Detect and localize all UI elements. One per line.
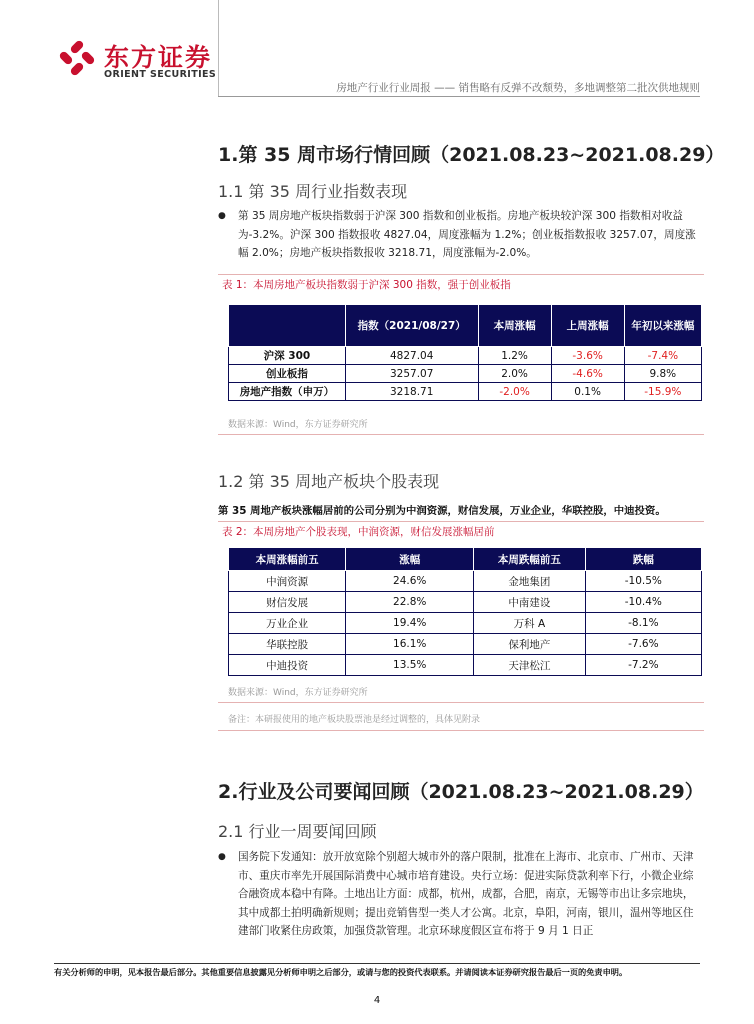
table-row (229, 571, 702, 592)
table1-source: 数据来源：Wind，东方证券研究所 (228, 420, 368, 430)
table-row (229, 383, 702, 401)
down-name: 万科 A (474, 613, 586, 634)
index-table (228, 304, 702, 401)
table1-caption: 表 1：本周房地产板块指数弱于沪深 300 指数，强于创业板指 (218, 274, 704, 294)
row-week: -2.0% (478, 383, 551, 401)
row-ytd: 9.8% (624, 365, 701, 383)
down-pct: -10.4% (585, 592, 701, 613)
row-index: 3257.07 (345, 365, 478, 383)
footer-disclaimer: 有关分析师的申明，见本报告最后部分。其他重要信息披露见分析师申明之后部分，或请与您的投资代表联系。并请阅读本证券研究报告最后一页的免责申明。 (54, 967, 628, 977)
brand-name-cn: 东方证券 (104, 43, 213, 72)
bullet-icon: ● (218, 211, 226, 221)
brand-logo-mark (58, 39, 96, 77)
report-header (336, 80, 700, 95)
table-header-row (229, 548, 702, 571)
table-header-cell: 年初以来涨幅 (624, 305, 701, 347)
footer-rule (54, 963, 700, 964)
table-row (229, 634, 702, 655)
section1-1-paragraph: ● 第 35 周房地产板块指数弱于沪深 300 指数和创业板指。房地产板块较沪深 300 指数相对收益为-3.2%。沪深 300 指数报收 4827.04，周度涨幅为 1.2%；创业板指数报收 3257.07，周度涨幅 2.0%；房地产板块指数报收 3218.71，周度涨幅为-2.0%。 (218, 207, 704, 263)
source-rule (218, 702, 704, 703)
down-name: 金地集团 (474, 571, 586, 592)
source-rule (218, 434, 704, 435)
up-name: 万业企业 (229, 613, 346, 634)
down-name: 中南建设 (474, 592, 586, 613)
stock-table (228, 547, 702, 676)
section1-2-lead: 第 35 周地产板块涨幅居前的公司分别为中润资源，财信发展，万业企业，华联控股，中迪投资。 (218, 505, 666, 517)
table-header-cell: 本周涨幅 (478, 305, 551, 347)
row-ytd: -15.9% (624, 383, 701, 401)
table2-caption: 表 2：本周房地产个股表现，中润资源，财信发展涨幅居前 (218, 521, 704, 541)
up-pct: 22.8% (346, 592, 474, 613)
down-name: 天津松江 (474, 655, 586, 676)
up-name: 中迪投资 (229, 655, 346, 676)
report-title: 房地产行业行业周报 (336, 82, 431, 94)
header-divider (218, 0, 219, 97)
section1-1-title: 1.1 第 35 周行业指数表现 (218, 182, 408, 201)
table2-note: 备注：本研报使用的地产板块股票池是经过调整的，具体见附录 (228, 715, 481, 725)
page-number: 4 (373, 995, 381, 1006)
up-pct: 16.1% (346, 634, 474, 655)
row-last: 0.1% (551, 383, 624, 401)
table-row (229, 365, 702, 383)
up-name: 财信发展 (229, 592, 346, 613)
down-pct: -7.2% (585, 655, 701, 676)
row-last: -3.6% (551, 347, 624, 365)
down-pct: -8.1% (585, 613, 701, 634)
table-header-cell: 本周跌幅前五 (474, 548, 586, 571)
table-row (229, 655, 702, 676)
section1-2-title: 1.2 第 35 周地产板块个股表现 (218, 472, 440, 491)
up-pct: 13.5% (346, 655, 474, 676)
down-name: 保利地产 (474, 634, 586, 655)
up-name: 中润资源 (229, 571, 346, 592)
down-pct: -10.5% (585, 571, 701, 592)
row-week: 2.0% (478, 365, 551, 383)
table-header-cell: 指数（2021/08/27） (345, 305, 478, 347)
row-index: 3218.71 (345, 383, 478, 401)
up-pct: 19.4% (346, 613, 474, 634)
table-row (229, 347, 702, 365)
table-header-cell (229, 305, 346, 347)
table-header-cell: 跌幅 (585, 548, 701, 571)
row-name: 创业板指 (229, 365, 346, 383)
table-row (229, 592, 702, 613)
row-index: 4827.04 (345, 347, 478, 365)
table-header-cell: 本周涨幅前五 (229, 548, 346, 571)
up-name: 华联控股 (229, 634, 346, 655)
section2-title: 2.行业及公司要闻回顾（2021.08.23~2021.08.29） (218, 781, 704, 803)
row-name: 沪深 300 (229, 347, 346, 365)
note-rule (218, 730, 704, 731)
row-week: 1.2% (478, 347, 551, 365)
up-pct: 24.6% (346, 571, 474, 592)
row-last: -4.6% (551, 365, 624, 383)
section1-title: 1.第 35 周市场行情回顾（2021.08.23~2021.08.29） (218, 144, 725, 166)
section2-1-paragraph: ● 国务院下发通知：放开放宽除个别超大城市外的落户限制，批准在上海市、北京市、广州市、天津市、重庆市率先开展国际消费中心城市培育建设。央行立场：促进实际贷款利率下行，小微企业综合融资成本稳中有降。土地出让方面：成都，杭州，成都，合肥，南京，无锡等市出让多宗地块，其中成都土拍明确新规则；提出竞销售型一类人才公寓。北京，阜阳，河南，银川，温州等地区住建部门收紧住房政策，加强贷款管理。北京环球度假区宣布将于 9 月 1 日正 (218, 848, 704, 944)
table-header-cell: 上周涨幅 (551, 305, 624, 347)
header-rule (218, 96, 700, 97)
table-header-cell: 涨幅 (346, 548, 474, 571)
table-row (229, 613, 702, 634)
row-name: 房地产指数（申万） (229, 383, 346, 401)
report-subtitle: —— 销售略有反弹不改颓势，多地调整第二批次供地规则 (434, 82, 700, 94)
down-pct: -7.6% (585, 634, 701, 655)
brand-name-en: ORIENT SECURITIES (104, 69, 217, 80)
table-header-row (229, 305, 702, 347)
row-ytd: -7.4% (624, 347, 701, 365)
table2-source: 数据来源：Wind，东方证券研究所 (228, 688, 368, 698)
section2-1-title: 2.1 行业一周要闻回顾 (218, 822, 377, 841)
bullet-icon: ● (218, 852, 226, 862)
